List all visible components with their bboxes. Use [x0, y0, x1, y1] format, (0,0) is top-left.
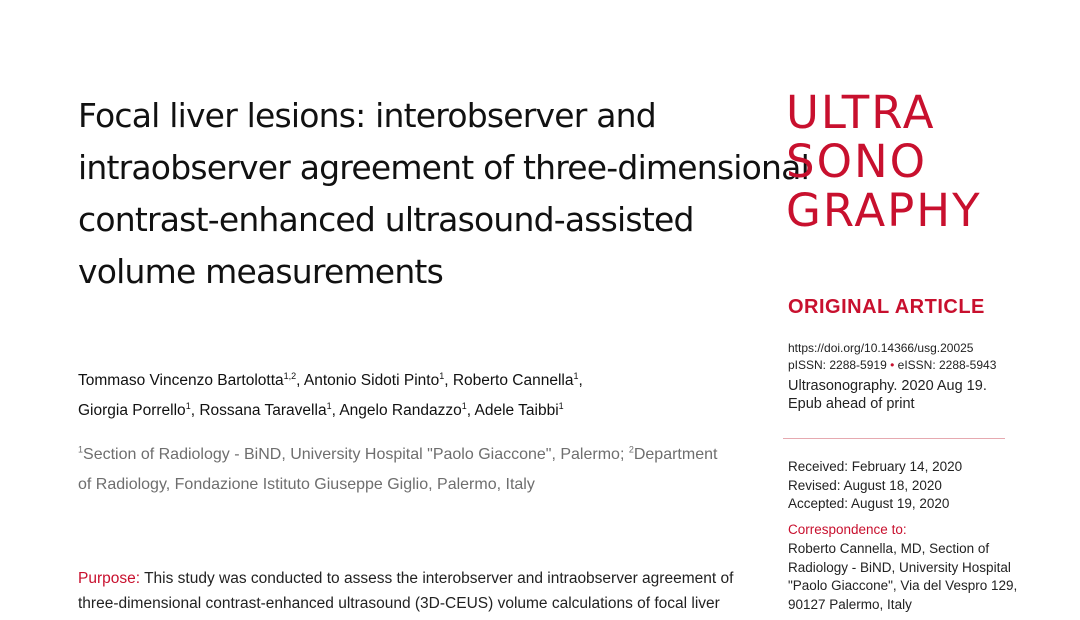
author-line-1	[78, 366, 758, 396]
affiliation-line-1	[78, 440, 758, 470]
author-separator: ,	[466, 402, 475, 419]
received-date: Received: February 14, 2020	[788, 459, 963, 474]
author-name: Tommaso Vincenzo Bartolotta	[78, 372, 284, 389]
abstract	[78, 566, 750, 616]
journal-logo-line: ULTRA	[786, 86, 936, 139]
correspondence-label: Correspondence to:	[788, 522, 907, 537]
abstract-line-2: three-dimensional contrast-enhanced ultrasound (3D-CEUS) volume calculations of focal liver	[78, 595, 720, 612]
author-affiliation-marker: 1	[558, 400, 564, 411]
affiliation-marker: 1	[78, 444, 84, 455]
journal-logo-line: SONO	[786, 135, 928, 188]
author-name: Adele Taibbi	[474, 402, 559, 419]
author-name: Antonio Sidoti Pinto	[303, 372, 440, 389]
citation	[788, 377, 1038, 413]
correspondence-line: Radiology - BiND, University Hospital	[788, 559, 1011, 575]
accepted-date: Accepted: August 19, 2020	[788, 496, 950, 511]
title-line: intraobserver agreement of three-dimensional	[78, 148, 809, 187]
author-affiliation-marker: 1	[439, 370, 445, 381]
author-separator: ,	[296, 372, 304, 389]
affiliation-text: Department	[633, 446, 718, 463]
affiliation-line-2: of Radiology, Fondazione Istituto Giuseppe Giglio, Palermo, Italy	[78, 476, 535, 493]
pissn: pISSN: 2288-5919	[788, 358, 887, 372]
journal-logo	[786, 88, 982, 235]
author-line-2	[78, 396, 758, 426]
correspondence-line: 90127 Palermo, Italy	[788, 596, 912, 612]
author-affiliation-marker: 1	[573, 370, 579, 381]
author-affiliation-marker: 1,2	[283, 370, 297, 381]
author-name: Roberto Cannella	[452, 372, 574, 389]
journal-logo-line: GRAPHY	[786, 184, 982, 237]
author-name: Giorgia Porrello	[78, 402, 186, 419]
author-affiliation-marker: 1	[185, 400, 191, 411]
correspondence-address	[788, 540, 1038, 614]
author-separator: ,	[578, 372, 583, 389]
title-line: volume measurements	[78, 252, 443, 291]
affiliations	[78, 440, 758, 500]
citation-line: Ultrasonography. 2020 Aug 19.	[788, 378, 987, 394]
title-line: Focal liver lesions: interobserver and	[78, 96, 656, 135]
article-dates	[788, 458, 1038, 514]
correspondence-line: "Paolo Giaccone", Via del Vespro 129,	[788, 578, 1018, 593]
title-line: contrast-enhanced ultrasound-assisted	[78, 200, 694, 239]
eissn: eISSN: 2288-5943	[897, 358, 997, 372]
author-affiliation-marker: 1	[461, 400, 467, 411]
doi-link[interactable]: https://doi.org/10.14366/usg.20025	[788, 341, 974, 355]
revised-date: Revised: August 18, 2020	[788, 477, 942, 493]
article-type-label: ORIGINAL ARTICLE	[788, 296, 985, 318]
author-affiliation-marker: 1	[326, 400, 332, 411]
author-separator: ,	[444, 372, 453, 389]
author-name: Angelo Randazzo	[339, 402, 462, 419]
author-name: Rossana Taravella	[199, 402, 327, 419]
author-list	[78, 366, 758, 426]
divider	[783, 438, 1005, 439]
abstract-line-1	[78, 566, 750, 591]
correspondence-line: Roberto Cannella, MD, Section of	[788, 541, 990, 556]
citation-line: Epub ahead of print	[788, 396, 915, 412]
abstract-text: This study was conducted to assess the interobserver and intraobserver agreement of	[140, 570, 734, 587]
issn-line	[788, 357, 1038, 374]
author-separator: ,	[331, 402, 340, 419]
bullet-icon: •	[890, 358, 895, 372]
affiliation-text: Section of Radiology - BiND, University Hospital "Paolo Giaccone", Palermo;	[83, 446, 629, 463]
abstract-purpose-label: Purpose:	[78, 570, 141, 587]
author-separator: ,	[190, 402, 200, 419]
publication-identifiers	[788, 340, 1038, 374]
affiliation-marker: 2	[628, 444, 634, 455]
article-title	[78, 90, 809, 298]
